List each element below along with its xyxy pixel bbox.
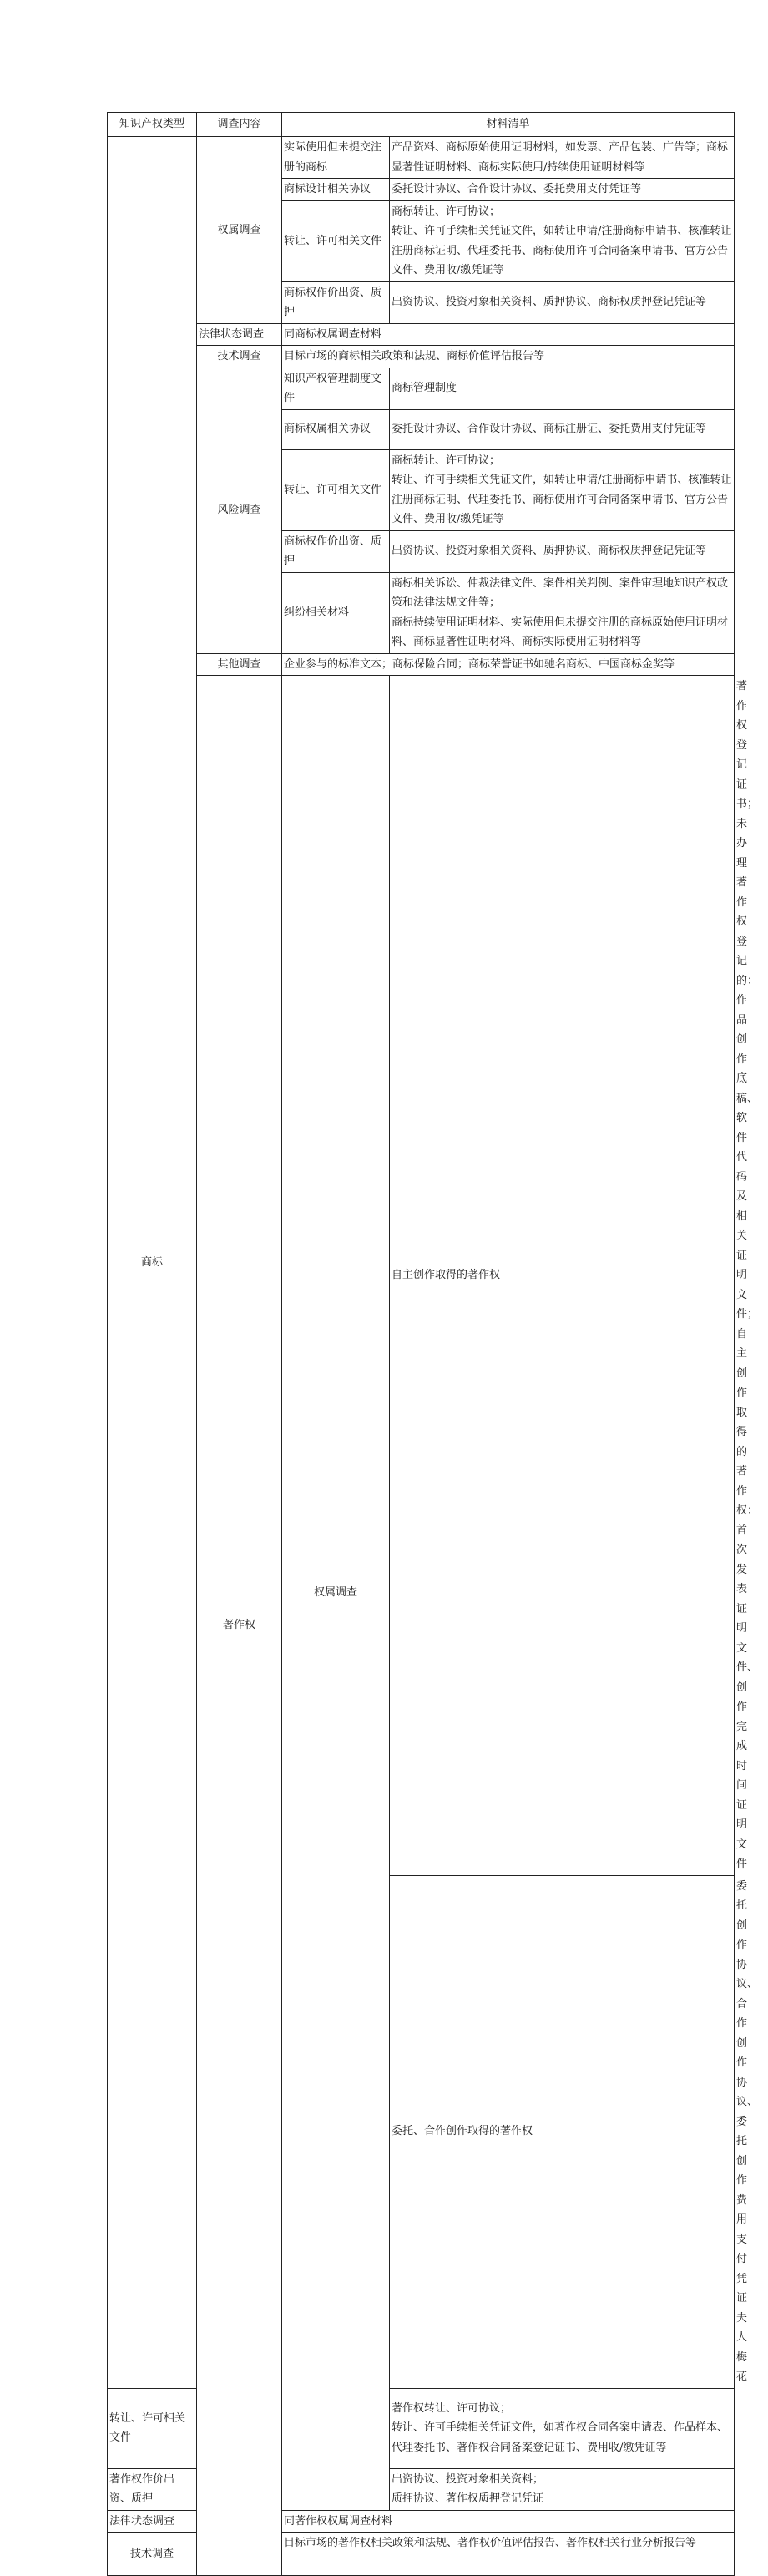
tm-risk-label: 风险调查 (197, 368, 282, 653)
tm-legal-label: 法律状态调查 (197, 323, 282, 346)
header-survey-content: 调查内容 (197, 113, 282, 137)
cr-own-material: 著作权转让、许可协议； 转让、许可手续相关凭证文件，如著作权合同备案申请表、作品样本、代理委托书、著作权合同备案登记证书、费用收/缴凭证等 (390, 2388, 735, 2468)
tm-own-material: 出资协议、投资对象相关资料、质押协议、商标权质押登记凭证等 (390, 281, 735, 323)
header-ip-type: 知识产权类型 (108, 113, 197, 137)
tm-risk-material: 出资协议、投资对象相关资料、质押协议、商标权质押登记凭证等 (390, 530, 735, 572)
tm-risk-item: 商标权属相关协议 (282, 409, 390, 449)
tm-own-item: 商标权作价出资、质押 (282, 281, 390, 323)
cr-tech-label: 技术调查 (108, 2533, 197, 2576)
table-row (108, 368, 735, 409)
cr-own-item: 委托、合作创作取得的著作权 (390, 1875, 735, 2388)
table-row (108, 323, 735, 346)
tm-risk-item: 商标权作价出资、质押 (282, 530, 390, 572)
tm-risk-item: 知识产权管理制度文件 (282, 368, 390, 409)
cr-legal-label: 法律状态调查 (108, 2510, 197, 2533)
tm-other-material: 企业参与的标准文本；商标保险合同；商标荣誉证书如驰名商标、中国商标金奖等 (282, 653, 735, 676)
header-materials: 材料清单 (282, 113, 735, 137)
tm-risk-material: 委托设计协议、合作设计协议、商标注册证、委托费用支付凭证等 (390, 409, 735, 449)
tm-risk-item: 纠纷相关材料 (282, 572, 390, 653)
table-row: 委托、合作创作取得的著作权 委托创作协议、合作创作协议、委托创作费用支付凭证夫人梅花 (108, 1875, 735, 2388)
cr-own-material: 出资协议、投资对象相关资料； 质押协议、著作权质押登记凭证 (390, 2468, 735, 2510)
cr-tech-material: 目标市场的著作权相关政策和法规、著作权价值评估报告、著作权相关行业分析报告等 (282, 2533, 735, 2576)
tm-ownership-label: 权属调查 (197, 137, 282, 324)
tm-own-item: 商标设计相关协议 (282, 179, 390, 201)
table-row (108, 137, 735, 179)
tm-own-item: 实际使用但未提交注册的商标 (282, 137, 390, 179)
tm-own-material: 商标转让、许可协议； 转让、许可手续相关凭证文件，如转让申请/注册商标申请书、核准转让注册商标证明、代理委托书、商标使用许可合同备案申请书、官方公告文件、费用收/缴凭证等 (390, 200, 735, 281)
tm-risk-material: 商标管理制度 (390, 368, 735, 409)
tm-other-label: 其他调查 (197, 653, 282, 676)
tm-own-item: 转让、许可相关文件 (282, 200, 390, 281)
cr-legal-material: 同著作权权属调查材料 (282, 2510, 735, 2533)
cr-own-item: 著作权作价出资、质押 (108, 2468, 197, 2510)
ip-materials-table (107, 112, 759, 2576)
tm-tech-material: 目标市场的商标相关政策和法规、商标价值评估报告等 (282, 346, 735, 368)
cr-own-item: 转让、许可相关文件 (108, 2388, 197, 2468)
type-copyright: 著作权 (197, 676, 282, 2576)
table-row: 著作权 权属调查 自主创作取得的著作权 著作权登记证书； 未办理著作权登记的：作品创作底稿、软件代码及相关证明文件； 自主创作取得的著作权：首次发表证明文件、创作完成时间 证明文件 (108, 676, 735, 1876)
cr-own-item: 自主创作取得的著作权 (390, 676, 735, 1876)
tm-own-material: 产品资料、商标原始使用证明材料，如发票、产品包装、广告等；商标显著性证明材料、商标实际使用/持续使用证明材料等 (390, 137, 735, 179)
tm-own-material: 委托设计协议、合作设计协议、委托费用支付凭证等 (390, 179, 735, 201)
header-row (108, 113, 735, 137)
tm-legal-material: 同商标权属调查材料 (282, 323, 735, 346)
tm-risk-material: 商标相关诉讼、仲裁法律文件、案件相关判例、案件审理地知识产权政策和法律法规文件等； 商标持续使用证明材料、实际使用但未提交注册的商标原始使用证明材料、商标显著性证明材料、商标实际使用证明材料等 (390, 572, 735, 653)
tm-risk-material: 商标转让、许可协议； 转让、许可手续相关凭证文件，如转让申请/注册商标申请书、核准转让注册商标证明、代理委托书、商标使用许可合同备案申请书、官方公告文件、费用收/缴凭证等 (390, 449, 735, 530)
type-trademark: 商标 (108, 137, 197, 2389)
tm-tech-label: 技术调查 (197, 346, 282, 368)
cr-ownership-label: 权属调查 (282, 676, 390, 2511)
table-row (108, 346, 735, 368)
table-row (108, 653, 735, 676)
tm-risk-item: 转让、许可相关文件 (282, 449, 390, 530)
